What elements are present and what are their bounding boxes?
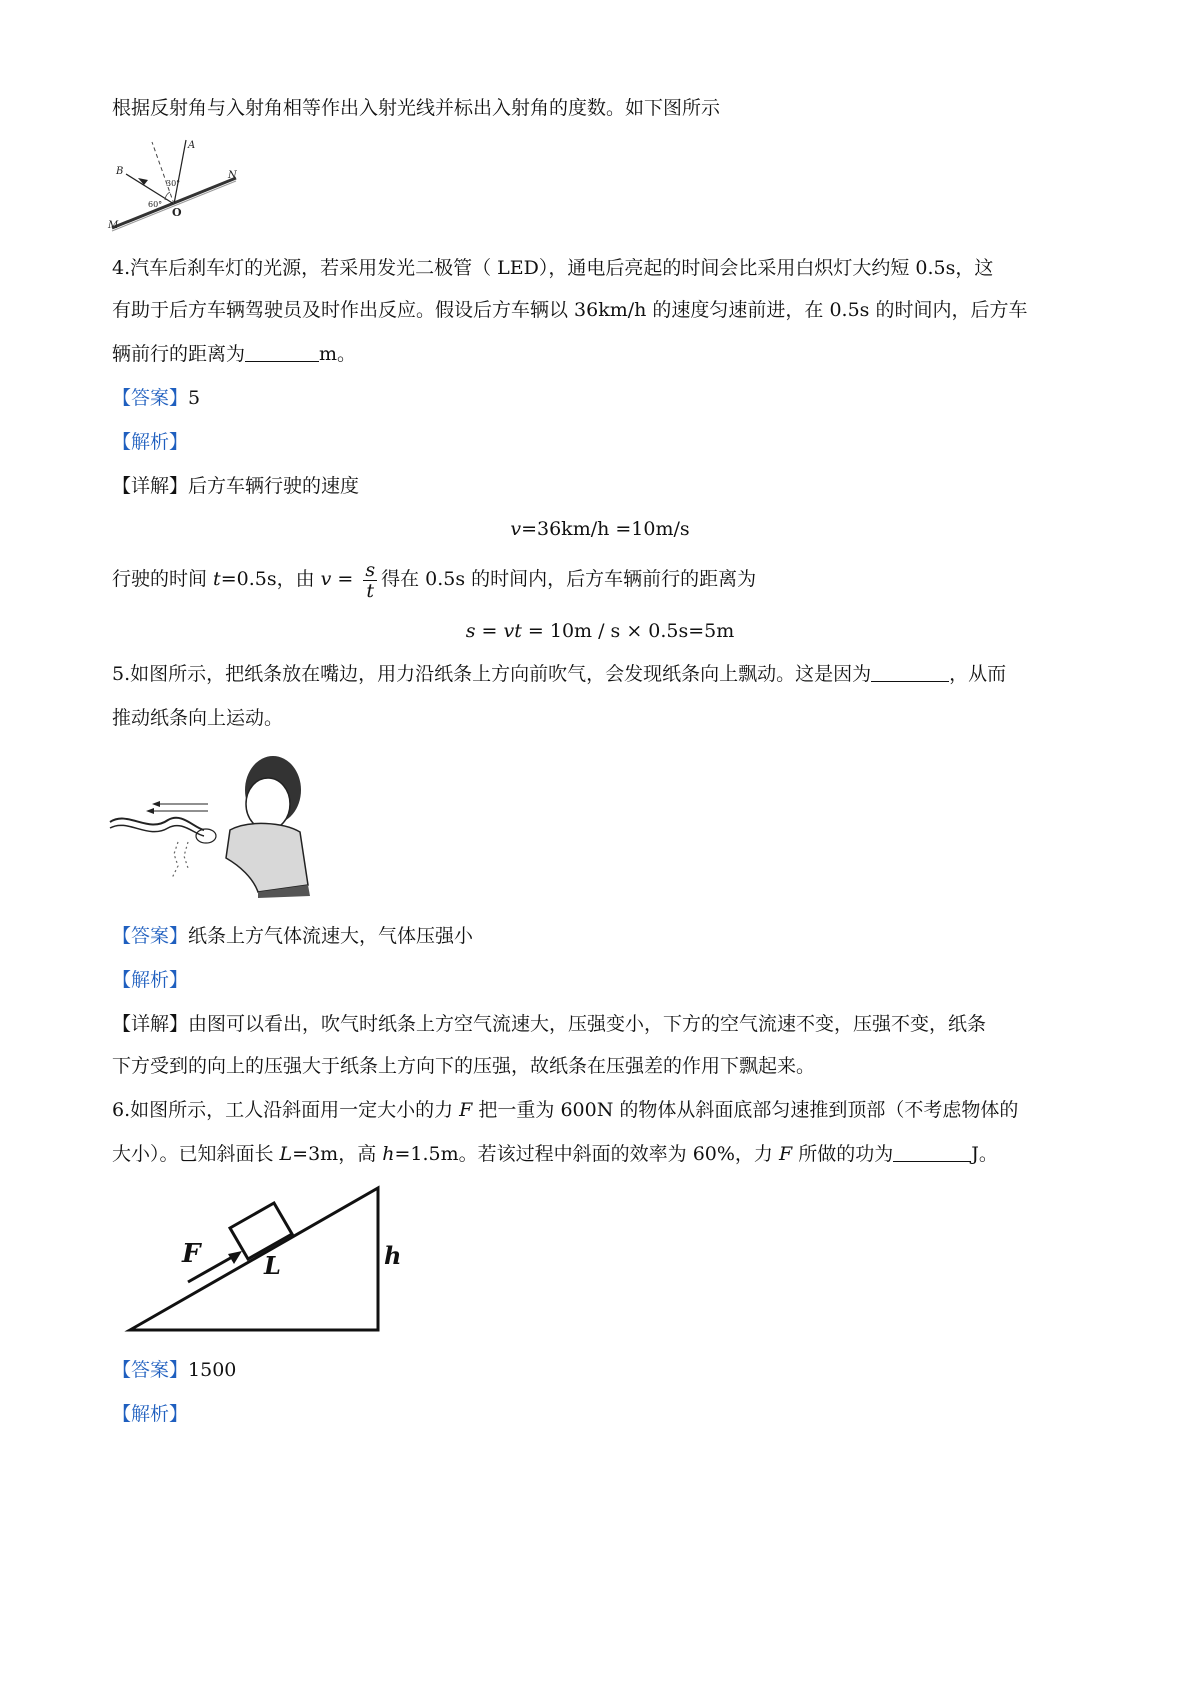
angle-30-label: 30° — [166, 179, 181, 188]
q4-answer-blank — [245, 343, 319, 362]
face-shape — [246, 778, 290, 830]
q4-line-3-post: m。 — [319, 343, 357, 365]
label-b: B — [116, 166, 124, 177]
detail-tag: 【详解】 — [112, 1013, 189, 1035]
q6-line-1 — [112, 1098, 1018, 1122]
q5-answer-blank — [871, 663, 949, 682]
q5-detail-line-2: 下方受到的向上的压强大于纸条上方向下的压强，故纸条在压强差的作用下飘起来。 — [112, 1055, 816, 1077]
q6-line-2-b: =3m，高 — [292, 1143, 383, 1165]
q5-line-1-post: ，从而 — [949, 663, 1007, 685]
q5-detail-text-1: 由图可以看出，吹气时纸条上方空气流速大，压强变小，下方的空气流速不变，压强不变，纸条 — [188, 1013, 987, 1035]
blowing-paper-figure — [108, 750, 318, 900]
normal-line — [152, 142, 174, 204]
label-a: A — [188, 140, 196, 151]
block-on-incline — [230, 1203, 292, 1259]
paper-particles — [172, 842, 178, 878]
q6-line-2 — [112, 1142, 998, 1166]
q3-conclusion-text: 根据反射角与入射角相等作出入射光线并标出入射角的度数。如下图所示 — [112, 97, 721, 119]
q5-line-1-pre: 5.如图所示，把纸条放在嘴边，用力沿纸条上方向前吹气，会发现纸条向上飘动。这是因为 — [112, 663, 872, 685]
answer-tag: 【答案】 — [112, 387, 189, 409]
paper-particles-2 — [184, 842, 188, 868]
time-pre: 行驶的时间 — [112, 568, 214, 590]
label-height-h: h — [384, 1241, 402, 1270]
frac-v: v — [320, 568, 332, 590]
q6-h: h — [382, 1143, 395, 1165]
label-force-f: F — [182, 1239, 201, 1269]
eq1-var: v — [510, 518, 522, 540]
q5-line-1 — [112, 662, 1006, 686]
answer-tag: 【答案】 — [112, 1359, 189, 1381]
reflection-figure — [108, 136, 258, 236]
q4-equation-2 — [0, 620, 1200, 642]
q4-answer — [112, 386, 200, 410]
q4-analysis — [112, 430, 188, 454]
angle-60-label: 60° — [148, 200, 163, 209]
analysis-tag: 【解析】 — [112, 431, 189, 453]
eq2-mid: = — [475, 620, 504, 642]
paper-strip-top — [110, 818, 204, 830]
q6-F-1: F — [459, 1099, 473, 1121]
q5-answer — [112, 924, 473, 948]
q4-time-line — [112, 556, 756, 602]
q4-equation-1 — [0, 518, 1200, 540]
q6-line-2-a: 大小）。已知斜面长 — [112, 1143, 280, 1165]
q5-line-2: 推动纸条向上运动。 — [112, 707, 284, 729]
label-o: O — [172, 206, 182, 219]
body-shape — [226, 823, 308, 892]
frac-eq: = — [331, 568, 360, 590]
frac-numerator: s — [365, 558, 376, 581]
q6-line-2-c: =1.5m。若该过程中斜面的效率为 60%，力 — [394, 1143, 779, 1165]
answer-tag: 【答案】 — [112, 925, 189, 947]
eq2-rest: = 10m / s × 0.5s=5m — [521, 620, 735, 642]
airflow-arrow-2 — [146, 808, 154, 814]
time-mid: =0.5s，由 — [220, 568, 321, 590]
analysis-tag: 【解析】 — [112, 969, 189, 991]
frac-denominator: t — [366, 579, 375, 602]
q6-line-2-e: J。 — [971, 1143, 998, 1165]
q4-line-1: 4.汽车后刹车灯的光源，若采用发光二极管（ LED），通电后亮起的时间会比采用白炽灯大约短 0.5s，这 — [112, 257, 994, 279]
eq2-vt: vt — [503, 620, 522, 642]
reflected-ray — [174, 140, 186, 204]
q4-line-2: 有助于后方车辆驾驶员及时作出反应。假设后方车辆以 36km/h 的速度匀速前进，在 0.5s 的时间内，后方车 — [112, 299, 1028, 321]
hands-shape — [196, 829, 216, 843]
q6-F-2: F — [778, 1143, 793, 1165]
q4-line-3 — [112, 342, 356, 366]
q5-answer-value: 纸条上方气体流速大，气体压强小 — [188, 925, 474, 947]
q6-analysis — [112, 1402, 188, 1426]
time-var: t — [213, 568, 221, 590]
eq2-s: s — [465, 620, 476, 642]
q6-L: L — [279, 1143, 293, 1165]
q6-line-1-a: 6.如图所示，工人沿斜面用一定大小的力 — [112, 1099, 460, 1121]
eq1-rest: =36km/h =10m/s — [521, 518, 690, 540]
q6-line-2-d: 所做的功为 — [792, 1143, 894, 1165]
q4-line-3-pre: 辆前行的距离为 — [112, 343, 246, 365]
q4-detail-text: 后方车辆行驶的速度 — [188, 475, 360, 497]
time-post: 得在 0.5s 的时间内，后方车辆前行的距离为 — [381, 568, 757, 590]
label-m: M — [108, 220, 119, 231]
q6-line-1-b: 把一重为 600N 的物体从斜面底部匀速推到顶部（不考虑物体的 — [472, 1099, 1019, 1121]
detail-tag: 【详解】 — [112, 475, 189, 497]
q4-detail — [112, 474, 359, 498]
q5-detail-line-1 — [112, 1012, 986, 1036]
label-n: N — [228, 170, 237, 181]
airflow-arrow-1 — [152, 801, 160, 807]
q4-answer-value: 5 — [188, 387, 201, 409]
analysis-tag: 【解析】 — [112, 1403, 189, 1425]
q6-answer — [112, 1358, 236, 1382]
incline-triangle — [130, 1188, 378, 1330]
q5-analysis — [112, 968, 188, 992]
paper-strip-bottom — [110, 825, 204, 836]
force-arrow-head — [228, 1251, 242, 1264]
incline-figure — [120, 1180, 402, 1340]
q6-answer-blank — [893, 1143, 971, 1162]
s-over-t-fraction — [363, 560, 377, 601]
label-length-l: L — [264, 1251, 281, 1280]
q6-answer-value: 1500 — [188, 1359, 237, 1381]
